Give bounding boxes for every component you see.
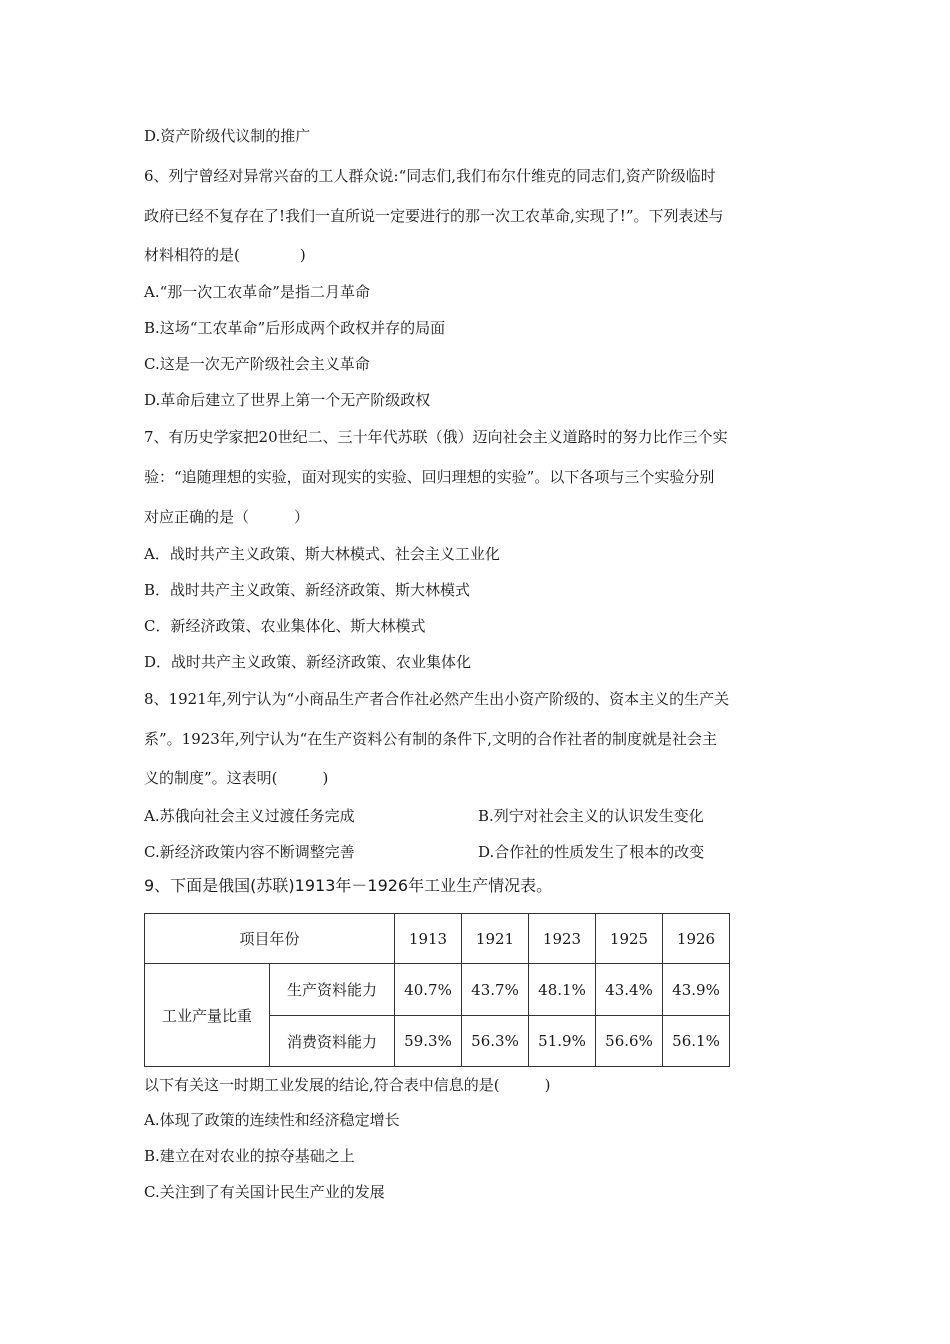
q9-stem-line-2: 以下有关这一时期工业发展的结论,符合表中信息的是( ) xyxy=(144,1076,551,1094)
table-cell: 56.6% xyxy=(596,1016,663,1067)
table-row-label: 生产资料能力 xyxy=(270,964,395,1016)
q9-option-b: B.建立在对农业的掠夺基础之上 xyxy=(144,1147,355,1165)
table-cell: 43.7% xyxy=(462,964,529,1016)
q9-option-c: C.关注到了有关国计民生产业的发展 xyxy=(144,1183,385,1201)
q7-stem-line-1: 7、有历史学家把20世纪二、三十年代苏联（俄）迈向社会主义道路时的努力比作三个实 xyxy=(144,428,728,446)
q7-option-a: A．战时共产主义政策、斯大林模式、社会主义工业化 xyxy=(144,545,500,563)
q6-option-b: B.这场“工农革命”后形成两个政权并存的局面 xyxy=(144,319,446,337)
table-cell: 56.3% xyxy=(462,1016,529,1067)
table-year-cell: 1926 xyxy=(663,914,730,964)
q7-stem-line-3: 对应正确的是（ ） xyxy=(144,508,310,526)
q8-stem-line-2: 系”。1923年,列宁认为“在生产资料公有制的条件下,文明的合作社者的制度就是社会主 xyxy=(144,730,718,748)
q5-option-d: D.资产阶级代议制的推广 xyxy=(144,127,311,145)
q8-stem-line-1: 8、1921年,列宁认为“小商品生产者合作社必然产生出小资产阶级的、资本主义的生产关 xyxy=(144,690,730,708)
q8-option-a: A.苏俄向社会主义过渡任务完成 xyxy=(144,807,355,825)
q8-stem-line-3: 义的制度”。这表明( ) xyxy=(144,769,329,787)
table-group-label: 工业产量比重 xyxy=(145,964,270,1067)
table-year-cell: 1921 xyxy=(462,914,529,964)
table-row-label: 消费资料能力 xyxy=(270,1016,395,1067)
q6-option-a: A.“那一次工农革命”是指二月革命 xyxy=(144,283,370,301)
table-header-row xyxy=(145,914,730,964)
q7-stem-line-2: 验：“追随理想的实验，面对现实的实验、回归理想的实验”。以下各项与三个实验分别 xyxy=(144,468,715,486)
industry-table xyxy=(144,913,730,1067)
table-cell: 43.9% xyxy=(663,964,730,1016)
q7-option-b: B．战时共产主义政策、新经济政策、斯大林模式 xyxy=(144,581,471,599)
q8-option-b: B.列宁对社会主义的认识发生变化 xyxy=(478,807,704,825)
table-row xyxy=(145,964,730,1016)
table-cell: 56.1% xyxy=(663,1016,730,1067)
q8-option-d: D.合作社的性质发生了根本的改变 xyxy=(478,843,705,861)
table-header-label: 项目年份 xyxy=(145,914,395,964)
q8-option-c: C.新经济政策内容不断调整完善 xyxy=(144,843,355,861)
q6-stem-line-1: 6、列宁曾经对异常兴奋的工人群众说:“同志们,我们布尔什维克的同志们,资产阶级临时 xyxy=(144,167,716,185)
table-cell: 51.9% xyxy=(529,1016,596,1067)
table-cell: 59.3% xyxy=(395,1016,462,1067)
table-year-cell: 1913 xyxy=(395,914,462,964)
q6-option-c: C.这是一次无产阶级社会主义革命 xyxy=(144,355,370,373)
q9-stem-line-1: 9、下面是俄国(苏联)1913年－1926年工业生产情况表。 xyxy=(144,876,553,895)
table-year-cell: 1923 xyxy=(529,914,596,964)
table-cell: 40.7% xyxy=(395,964,462,1016)
table-year-cell: 1925 xyxy=(596,914,663,964)
q6-stem-line-3: 材料相符的是( ) xyxy=(144,246,306,264)
q7-option-d: D．战时共产主义政策、新经济政策、农业集体化 xyxy=(144,653,472,671)
q7-option-c: C．新经济政策、农业集体化、斯大林模式 xyxy=(144,617,426,635)
table-cell: 43.4% xyxy=(596,964,663,1016)
table-cell: 48.1% xyxy=(529,964,596,1016)
q6-stem-line-2: 政府已经不复存在了!我们一直所说一定要进行的那一次工农革命,实现了!”。下列表述与 xyxy=(144,207,724,225)
q6-option-d: D.革命后建立了世界上第一个无产阶级政权 xyxy=(144,391,431,409)
q9-option-a: A.体现了政策的连续性和经济稳定增长 xyxy=(144,1111,400,1129)
